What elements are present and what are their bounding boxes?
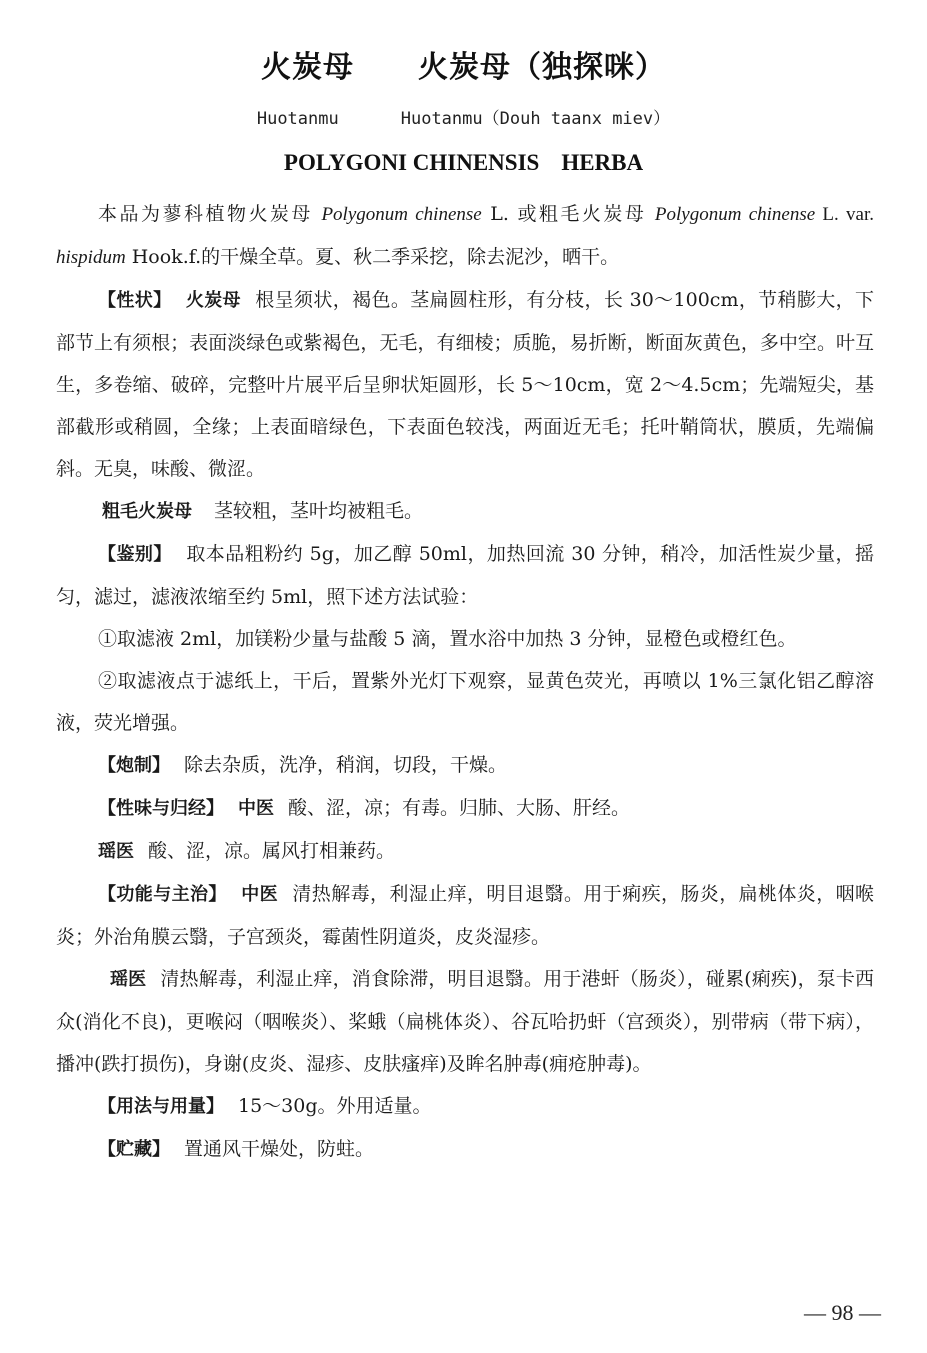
gongneng-text2: 清热解毒，利湿止痒，消食除滞，明目退翳。用于港虷（肠炎），碰累(痢疾)，泵卡西众(消化不良)，更喉闷（咽喉炎）、桨蛾（扁桃体炎）、谷瓦哈扔虷（宫颈炎），别带病（带下病），播冲(跌打损伤)，身谢(皮炎、湿疹、皮肤瘙痒)及眸名肿毒(痈疮肿毒)。 [56,968,875,1075]
xingwei-sub2: 瑶医 [98,841,134,862]
gongneng-sub1: 中医 [240,884,278,905]
gongneng-sub2: 瑶医 [110,969,147,990]
paozhi-paragraph [56,744,874,787]
xingzhuang-text1: 根呈须状，褐色。茎扁圆柱形，有分枝，长 30～100cm，节稍膨大，下部节上有须根；表面淡绿色或紫褐色，无毛，有细棱；质脆，易折断，断面灰黄色，多中空。叶互生，多卷缩、破碎，完整叶片展平后呈卵状矩圆形，长 5～10cm，宽 2～4.5cm；先端短尖，基部截形或稍圆，全缘；上表面暗绿色，下表面色较浅，两面近无毛；托叶鞘筒状，膜质，先端偏斜。无臭，味酸、微涩。 [56,289,875,480]
xingwei-text1: 酸、涩，凉；有毒。归肺、大肠、肝经。 [288,797,631,819]
gongneng-text1: 清热解毒，利湿止痒，明目退翳。用于痢疾，肠炎，扁桃体炎，咽喉炎；外治角膜云翳，子宫颈炎，霉菌性阴道炎，皮炎湿疹。 [56,883,874,948]
latin-part: HERBA [561,150,644,175]
xingwei-paragraph-2 [56,830,874,873]
intro-text-2: L. 或粗毛火炭母 [481,203,655,225]
yongfa-heading: 【用法与用量】 [98,1096,224,1117]
jianbie-heading: 【鉴别】 [98,544,172,565]
latin-name: POLYGONI CHINENSIS [283,150,540,175]
page-number: — 98 — [804,1300,881,1325]
zhucang-text: 置通风干燥处，防蛀。 [184,1138,375,1160]
jianbie-text: 取本品粗粉约 5g，加乙醇 50ml，加热回流 30 分钟，稍冷，加活性炭少量，摇匀，滤过，滤液浓缩至约 5ml，照下述方法试验： [56,543,875,608]
latin-title [0,150,927,176]
variety-name: hispidum [56,247,126,268]
jianbie-item-1-text: ①取滤液 2ml，加镁粉少量与盐酸 5 滴，置水浴中加热 3 分钟，显橙色或橙红色。 [98,628,797,650]
yongfa-text: 15～30g。外用适量。 [238,1095,432,1117]
xingwei-text2: 酸、涩，凉。属风打相兼药。 [148,840,396,862]
monograph-title [0,42,927,86]
zhucang-heading: 【贮藏】 [98,1139,170,1160]
yongfa-paragraph [56,1085,874,1128]
species-name-1: Polygonum chinense [321,204,482,225]
paozhi-text: 除去杂质，洗净，稍润，切段，干燥。 [184,754,508,776]
xingzhuang-sub2: 粗毛火炭母 [102,501,192,522]
xingzhuang-heading: 【性状】 [98,290,172,311]
xingzhuang-paragraph-2 [56,490,874,533]
jianbie-paragraph [56,533,874,618]
xingwei-sub1: 中医 [238,798,274,819]
intro-text-3: L. var. [815,204,874,225]
zhucang-paragraph [56,1128,874,1171]
xingwei-paragraph [56,787,874,830]
title-yao: 火炭母（独探咪） [418,50,666,85]
gongneng-paragraph-2 [56,958,874,1085]
gongneng-paragraph [56,873,874,958]
species-name-2: Polygonum chinense [654,204,816,225]
pinyin-yao: Huotanmu（Douh taanx miev） [400,109,671,129]
pinyin-title [0,104,927,129]
paozhi-heading: 【炮制】 [98,755,170,776]
intro-text-1: 本品为蓼科植物火炭母 [98,203,313,225]
xingzhuang-paragraph [56,279,874,490]
jianbie-item-2-text: ②取滤液点于滤纸上，干后，置紫外光灯下观察，显黄色荧光，再喷以 1%三氯化铝乙醇溶液，荧光增强。 [56,670,874,734]
pinyin-chinese: Huotanmu [256,109,339,129]
xingzhuang-sub1: 火炭母 [185,290,241,311]
xingzhuang-text2: 茎较粗，茎叶均被粗毛。 [214,500,424,522]
gongneng-heading: 【功能与主治】 [98,884,227,905]
jianbie-item-1 [56,618,874,660]
monograph-body [56,193,874,1171]
xingwei-heading: 【性味与归经】 [98,798,224,819]
intro-text-4: Hook.f.的干燥全草。夏、秋二季采挖，除去泥沙，晒干。 [125,246,620,268]
title-chinese: 火炭母 [261,50,354,85]
jianbie-item-2 [56,660,874,744]
intro-paragraph [56,193,874,279]
